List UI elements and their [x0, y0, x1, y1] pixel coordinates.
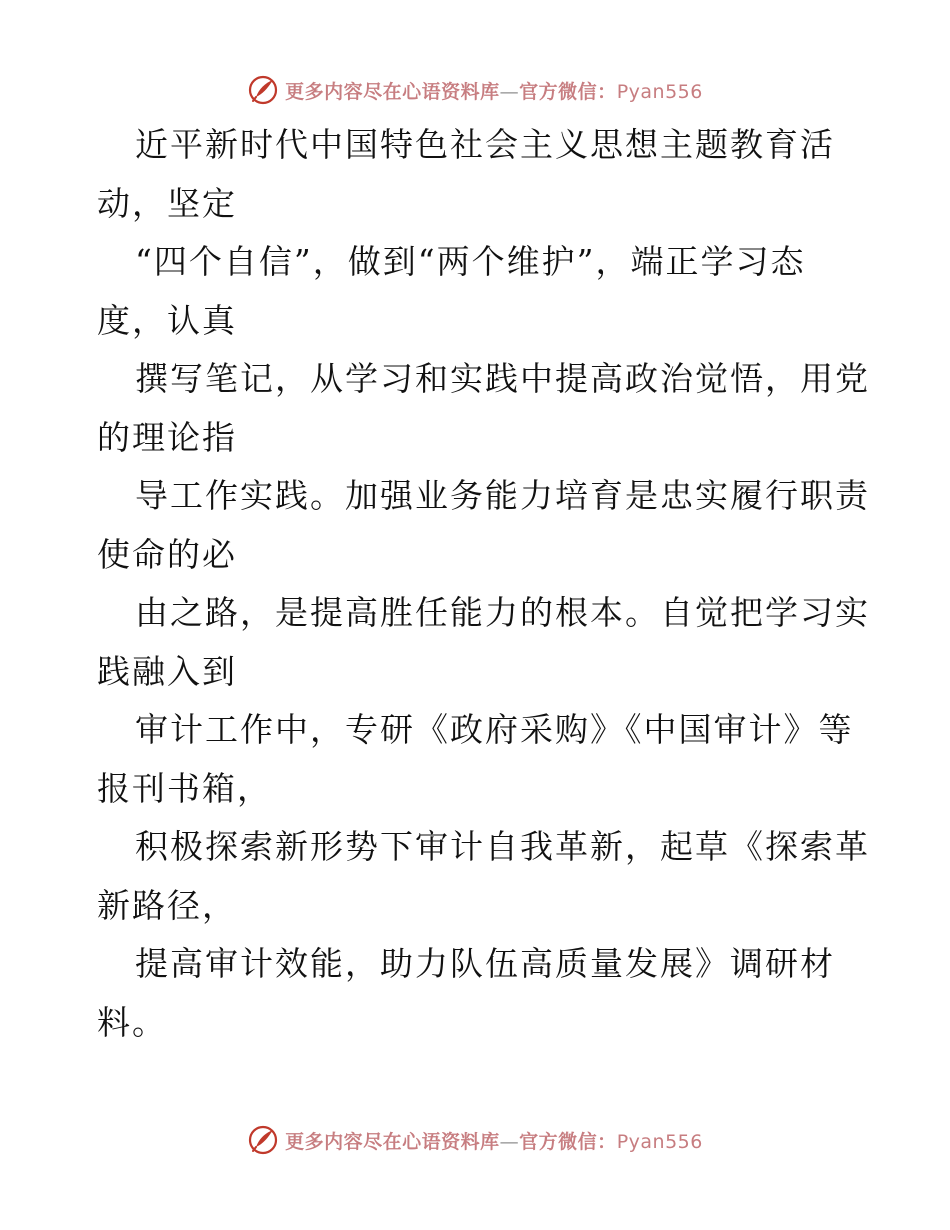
text-line: 近平新时代中国特色社会主义思想主题教育活 [135, 125, 835, 164]
text-line: 审计工作中，专研《政府采购》《中国审计》等 [135, 710, 854, 749]
text-line: 动，坚定 [97, 183, 237, 223]
watermark-wechat-label: 官方微信： [519, 1130, 617, 1153]
watermark-separator: — [499, 80, 520, 103]
document-body [97, 116, 870, 1052]
text-line: 度，认真 [97, 300, 237, 340]
quill-logo-icon [247, 1124, 279, 1156]
watermark-wechat-label: 官方微信： [519, 80, 617, 103]
watermark-footer [0, 1120, 950, 1160]
watermark-wechat-id: Pyan556 [616, 1130, 703, 1153]
watermark-brand: 更多内容尽在心语资料库 [285, 80, 500, 103]
text-line: 的理论指 [97, 417, 237, 457]
text-line: 提高审计效能，助力队伍高质量发展》调研材 [135, 944, 835, 983]
watermark-text [285, 1127, 703, 1154]
text-line: 撰写笔记，从学习和实践中提高政治觉悟，用党 [135, 359, 870, 398]
text-line: 导工作实践。加强业务能力培育是忠实履行职责 [135, 476, 870, 515]
text-line: “四个自信”，做到“两个维护”，端正学习态 [135, 242, 806, 281]
quill-logo-icon [247, 74, 279, 106]
text-line: 新路径， [97, 885, 237, 925]
watermark-brand: 更多内容尽在心语资料库 [285, 1130, 500, 1153]
text-line: 报刊书箱， [97, 768, 272, 808]
text-line: 践融入到 [97, 651, 237, 691]
text-line: 由之路，是提高胜任能力的根本。自觉把学习实 [135, 593, 870, 632]
watermark-text [285, 77, 703, 104]
text-line: 料。 [97, 1002, 167, 1042]
watermark-header [0, 70, 950, 110]
text-line: 积极探索新形势下审计自我革新，起草《探索革 [135, 827, 870, 866]
watermark-separator: — [499, 1130, 520, 1153]
text-line: 使命的必 [97, 534, 237, 574]
watermark-wechat-id: Pyan556 [616, 80, 703, 103]
